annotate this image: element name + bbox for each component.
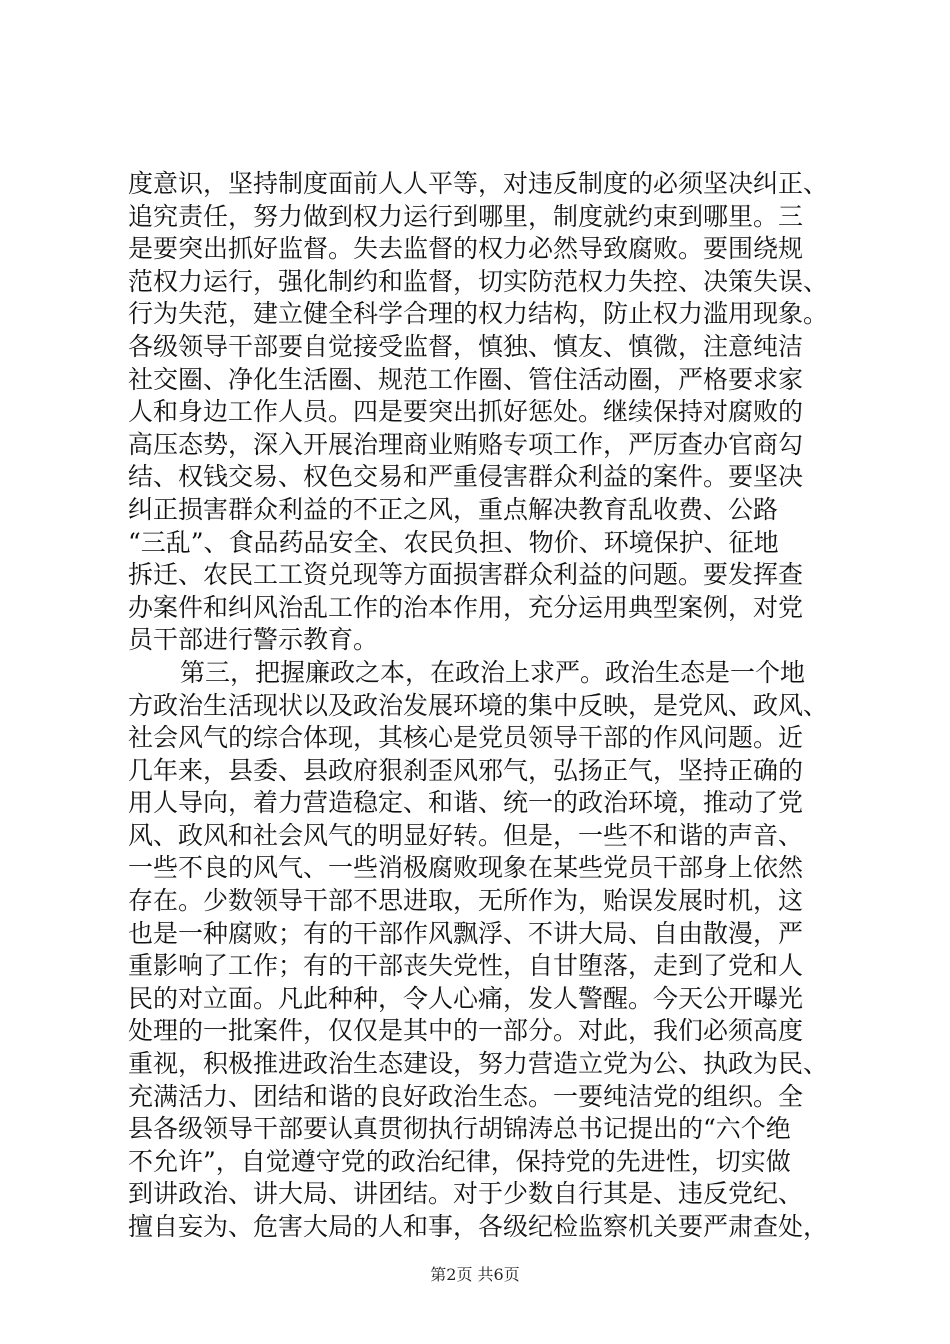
text-line: 人和身边工作人员。四是要突出抓好惩处。继续保持对腐败的: [128, 397, 804, 427]
text-line: 存在。少数领导干部不思进取，无所作为，贻误发展时机，这: [128, 886, 804, 916]
text-line: 县各级领导干部要认真贯彻执行胡锦涛总书记提出的“六个绝: [128, 1114, 791, 1144]
page-indicator: 第2页 共6页: [430, 1265, 520, 1284]
text-line: 社会风气的综合体现，其核心是党员领导干部的作风问题。近: [128, 723, 804, 753]
paragraph-start-line: 第三，把握廉政之本，在政治上求严。政治生态是一个地: [180, 657, 806, 687]
text-line: 高压态势，深入开展治理商业贿赂专项工作，严厉查办官商勾: [128, 429, 804, 459]
text-line: 行为失范，建立健全科学合理的权力结构，防止权力滥用现象。: [128, 299, 829, 329]
text-line: 不允许”，自觉遵守党的政治纪律，保持党的先进性，切实做: [128, 1146, 791, 1176]
text-line: 纠正损害群众利益的不正之风，重点解决教育乱收费、公路: [128, 494, 779, 524]
text-line: 也是一种腐败；有的干部作风飘浮、不讲大局、自由散漫，严: [128, 918, 804, 948]
text-line: 拆迁、农民工工资兑现等方面损害群众利益的问题。要发挥查: [128, 560, 804, 590]
text-line: 一些不良的风气、一些消极腐败现象在某些党员干部身上依然: [128, 853, 804, 883]
text-line: 充满活力、团结和谐的良好政治生态。一要纯洁党的组织。全: [128, 1081, 804, 1111]
page-footer: [0, 1265, 950, 1285]
text-line: 几年来，县委、县政府狠刹歪风邪气，弘扬正气，坚持正确的: [128, 755, 804, 785]
text-line: “三乱”、食品药品安全、农民负担、物价、环境保护、征地: [128, 527, 779, 557]
text-line: 方政治生活现状以及政治发展环境的集中反映，是党风、政风、: [128, 690, 829, 720]
text-line: 重视，积极推进政治生态建设，努力营造立党为公、执政为民、: [128, 1049, 829, 1079]
text-line: 风、政风和社会风气的明显好转。但是，一些不和谐的声音、: [128, 820, 804, 850]
text-line: 民的对立面。凡此种种，令人心痛，发人警醒。今天公开曝光: [128, 983, 804, 1013]
text-line: 处理的一批案件，仅仅是其中的一部分。对此，我们必须高度: [128, 1016, 804, 1046]
text-line: 社交圈、净化生活圈、规范工作圈、管住活动圈，严格要求家: [128, 364, 804, 394]
text-line: 重影响了工作；有的干部丧失党性，自甘堕落，走到了党和人: [128, 951, 804, 981]
text-line: 员干部进行警示教育。: [128, 625, 379, 655]
body-text: [128, 168, 828, 1244]
text-line: 是要突出抓好监督。失去监督的权力必然导致腐败。要围绕规: [128, 234, 804, 264]
text-line: 用人导向，着力营造稳定、和谐、统一的政治环境，推动了党: [128, 788, 804, 818]
text-line: 擅自妄为、危害大局的人和事，各级纪检监察机关要严肃查处，: [128, 1212, 829, 1241]
text-line: 各级领导干部要自觉接受监督，慎独、慎友、慎微，注意纯洁: [128, 331, 804, 361]
text-line: 办案件和纠风治乱工作的治本作用，充分运用典型案例，对党: [128, 592, 804, 622]
text-line: 到讲政治、讲大局、讲团结。对于少数自行其是、违反党纪、: [128, 1179, 804, 1209]
text-line: 范权力运行，强化制约和监督，切实防范权力失控、决策失误、: [128, 266, 829, 296]
text-line: 追究责任，努力做到权力运行到哪里，制度就约束到哪里。三: [128, 201, 804, 231]
text-line: 度意识，坚持制度面前人人平等，对违反制度的必须坚决纠正、: [128, 169, 829, 198]
text-line: 结、权钱交易、权色交易和严重侵害群众利益的案件。要坚决: [128, 462, 804, 492]
